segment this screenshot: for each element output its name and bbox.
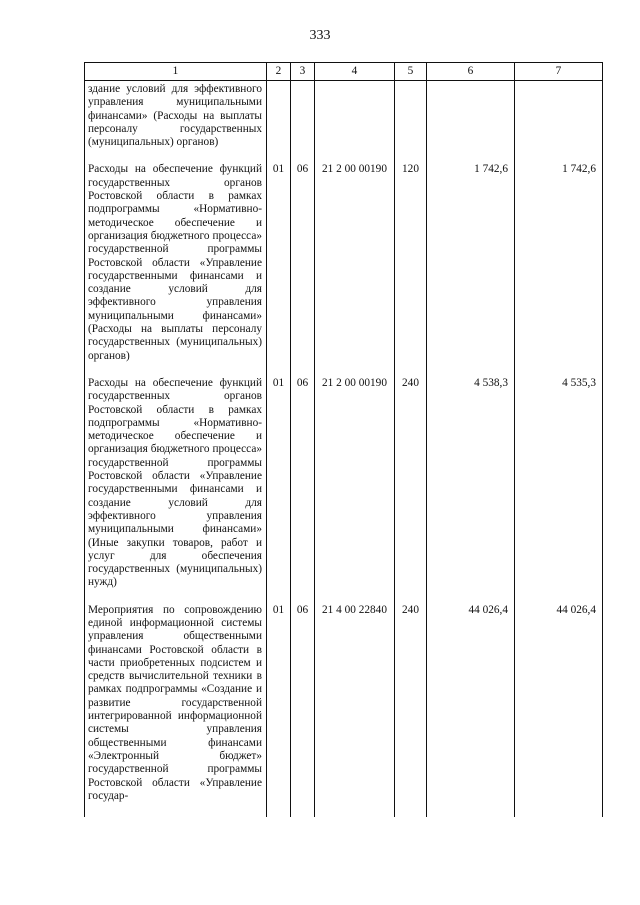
row-description: Мероприятия по сопровождению единой информационной системы управления общественными финансами Ростовской области в части приобретенных подсистем и средств вычислительной техники в рамках подпрограммы «Создание и развитие государственной интегрированной информационной системы управления общественными финансами «Электронный бюджет» государственной программы Ростовской области «Управление государ- — [85, 604, 267, 817]
row-amount-2: 1 742,6 — [515, 163, 603, 376]
row-section: 01 — [267, 163, 291, 376]
row-description: Расходы на обеспечение функций государственных органов Ростовской области в рамках подпрограммы «Нормативно-методическое обеспечение и организация бюджетного процесса» государственной программы Ростовской области «Управление государственными финансами и создание условий для эффективного управления муниципальными финансами» (Иные закупки товаров, работ и услуг для обеспечения государственных (муниципальных) нужд) — [85, 377, 267, 604]
row-section: 01 — [267, 377, 291, 604]
table-row — [85, 604, 603, 817]
row-subsection — [291, 81, 315, 164]
table-row — [85, 163, 603, 376]
row-section: 01 — [267, 604, 291, 817]
row-expense-type: 120 — [395, 163, 427, 376]
row-description: здание условий для эффективного управления муниципальными финансами» (Расходы на выплаты персоналу государственных (муниципальных) органов) — [85, 81, 267, 164]
table-header-row — [85, 63, 603, 81]
row-amount-1: 1 742,6 — [427, 163, 515, 376]
column-header-1: 1 — [85, 63, 267, 81]
row-amount-1 — [427, 81, 515, 164]
row-amount-2 — [515, 81, 603, 164]
row-subsection: 06 — [291, 377, 315, 604]
row-target-article: 21 2 00 00190 — [315, 163, 395, 376]
row-expense-type: 240 — [395, 604, 427, 817]
column-header-4: 4 — [315, 63, 395, 81]
row-expense-type — [395, 81, 427, 164]
row-amount-2: 4 535,3 — [515, 377, 603, 604]
row-description: Расходы на обеспечение функций государственных органов Ростовской области в рамках подпрограммы «Нормативно-методическое обеспечение и организация бюджетного процесса» государственной программы Ростовской области «Управление государственными финансами и создание условий для эффективного управления муниципальными финансами» (Расходы на выплаты персоналу государственных (муниципальных) органов) — [85, 163, 267, 376]
column-header-7: 7 — [515, 63, 603, 81]
row-amount-1: 4 538,3 — [427, 377, 515, 604]
table-row — [85, 81, 603, 164]
row-amount-1: 44 026,4 — [427, 604, 515, 817]
row-amount-2: 44 026,4 — [515, 604, 603, 817]
row-subsection: 06 — [291, 604, 315, 817]
column-header-2: 2 — [267, 63, 291, 81]
row-target-article — [315, 81, 395, 164]
page-number: 333 — [309, 28, 331, 43]
budget-table — [84, 62, 603, 817]
table-row — [85, 377, 603, 604]
row-target-article: 21 4 00 22840 — [315, 604, 395, 817]
row-target-article: 21 2 00 00190 — [315, 377, 395, 604]
row-section — [267, 81, 291, 164]
row-subsection: 06 — [291, 163, 315, 376]
row-expense-type: 240 — [395, 377, 427, 604]
column-header-6: 6 — [427, 63, 515, 81]
column-header-5: 5 — [395, 63, 427, 81]
column-header-3: 3 — [291, 63, 315, 81]
